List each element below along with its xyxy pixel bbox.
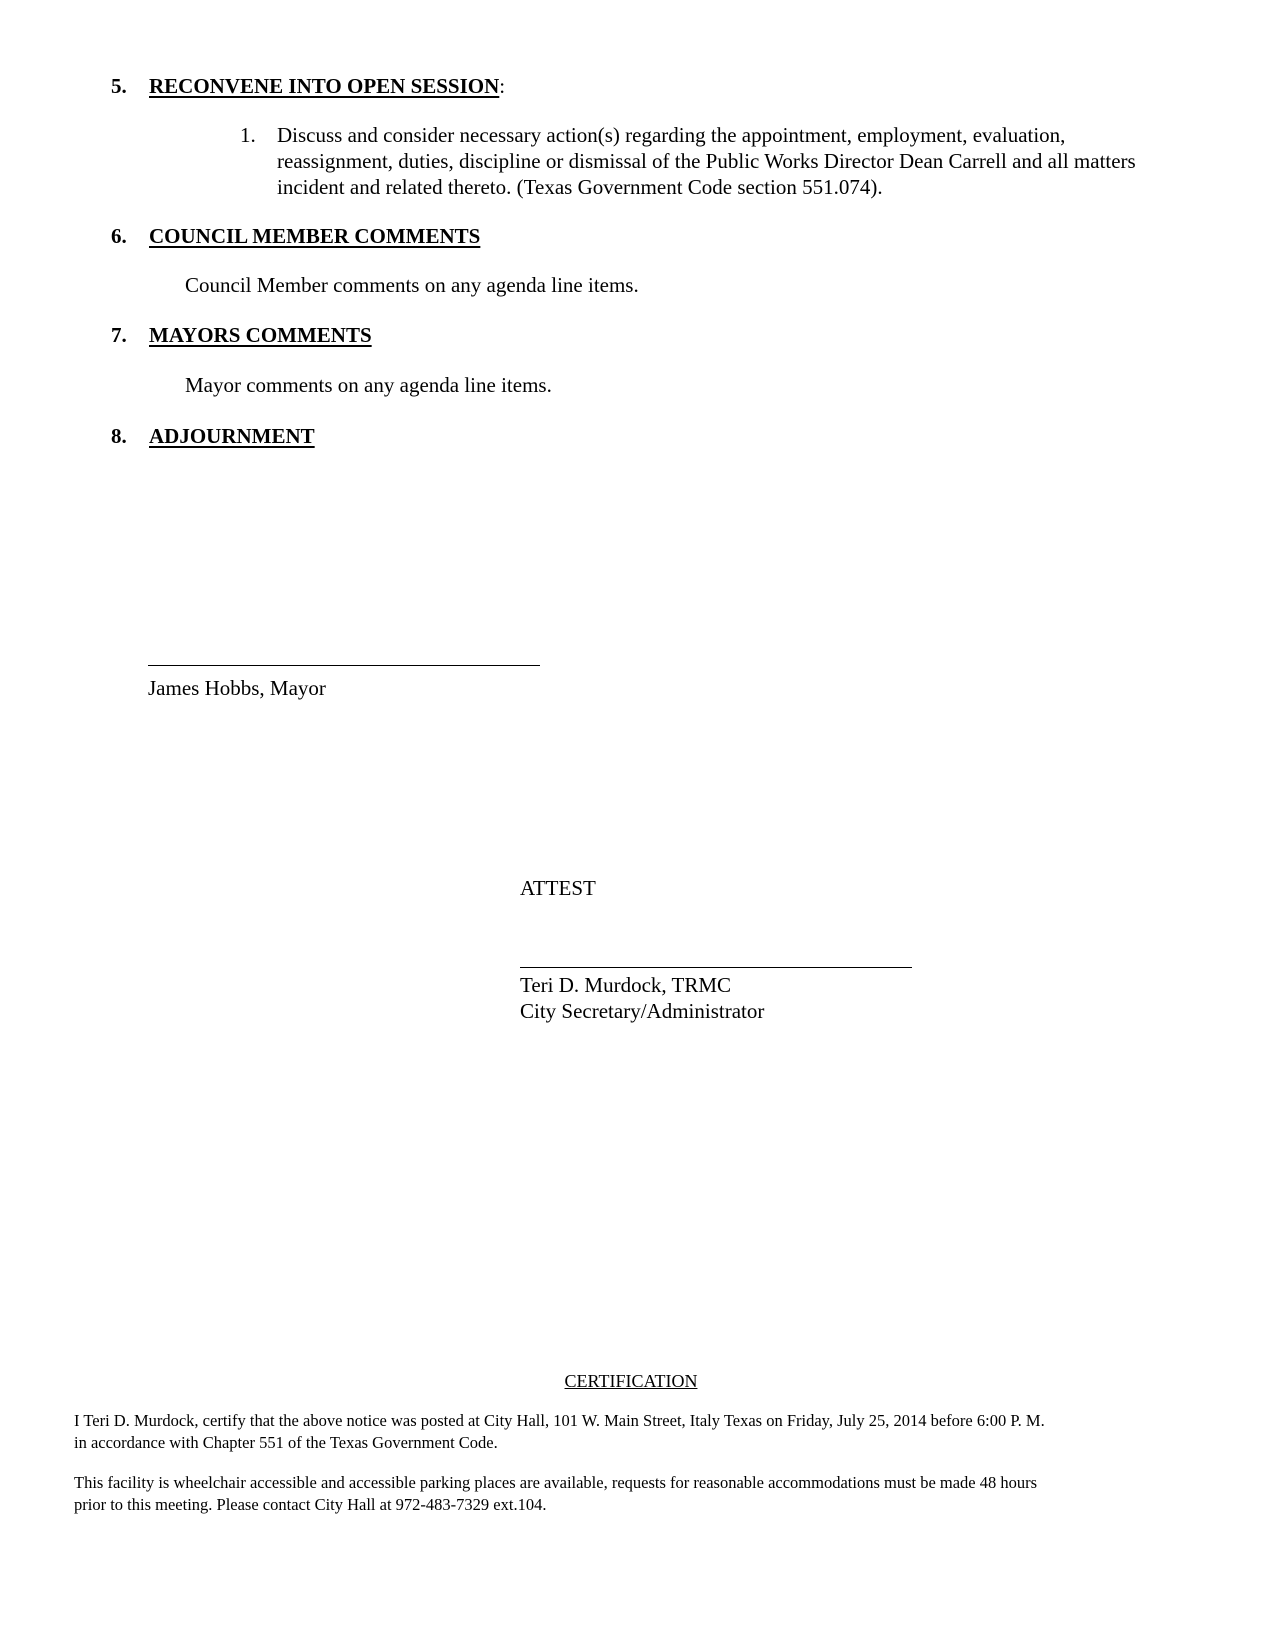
certification-heading: CERTIFICATION: [564, 1371, 698, 1391]
section-number: 5.: [111, 74, 127, 98]
accessibility-line: prior to this meeting. Please contact City Hall at 972-483-7329 ext.104.: [74, 1495, 547, 1514]
section-5-heading: [111, 73, 505, 99]
section-title-suffix: :: [499, 74, 506, 98]
certification-line: I Teri D. Murdock, certify that the above notice was posted at City Hall, 101 W. Main Street, Italy Texas on Friday, July 25, 2014 before 6:00 P. M.: [74, 1411, 1045, 1430]
section-number: 6.: [111, 224, 127, 248]
section-title: MAYORS COMMENTS: [149, 323, 372, 347]
section-number: 8.: [111, 424, 127, 448]
section-title: COUNCIL MEMBER COMMENTS: [149, 224, 481, 248]
attest-name: Teri D. Murdock, TRMC: [520, 973, 732, 997]
agenda-item-text: [277, 122, 1136, 200]
agenda-item-line: reassignment, duties, discipline or dismissal of the Public Works Director Dean Carrell and all matters: [277, 149, 1136, 173]
certification-line: in accordance with Chapter 551 of the Texas Government Code.: [74, 1433, 498, 1452]
section-6-body: Council Member comments on any agenda line items.: [185, 273, 639, 297]
section-number: 7.: [111, 323, 127, 347]
attest-signature-line: [520, 967, 912, 968]
certification-paragraph: [74, 1410, 1214, 1454]
section-7-body: Mayor comments on any agenda line items.: [185, 373, 552, 397]
mayor-signature-line: [148, 665, 540, 666]
section-title: RECONVENE INTO OPEN SESSION: [149, 74, 500, 98]
section-title: ADJOURNMENT: [149, 424, 315, 448]
section-7-heading: [111, 322, 372, 348]
section-6-heading: [111, 223, 480, 249]
agenda-item-line: incident and related thereto. (Texas Government Code section 551.074).: [277, 175, 883, 199]
attest-label: ATTEST: [520, 876, 596, 900]
mayor-name: James Hobbs, Mayor: [148, 676, 326, 700]
accessibility-line: This facility is wheelchair accessible and accessible parking places are available, requests for reasonable accommodations must be made 48 hours: [74, 1473, 1038, 1492]
section-8-heading: [111, 423, 315, 449]
agenda-item-line: Discuss and consider necessary action(s) regarding the appointment, employment, evaluation,: [277, 123, 1066, 147]
agenda-item-number: 1.: [240, 123, 256, 147]
accessibility-paragraph: [74, 1472, 1214, 1516]
attest-title: City Secretary/Administrator: [520, 999, 765, 1023]
